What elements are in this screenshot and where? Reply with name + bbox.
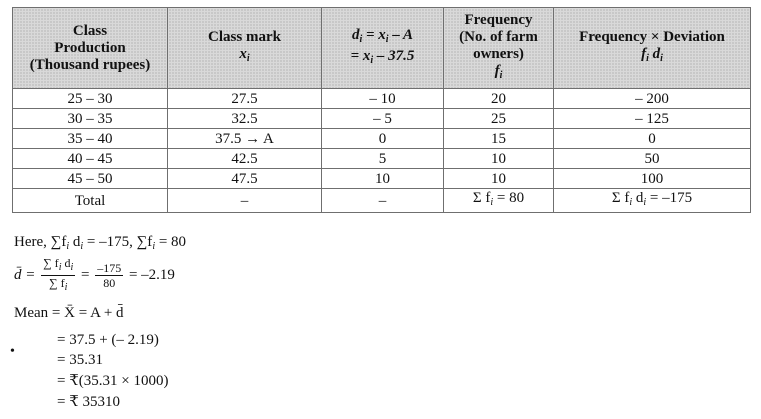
calc-step-3: = ₹(35.31 × 1000) [57,373,169,389]
total-label: Total [13,189,168,213]
header-frequency: Frequency (No. of farm owners) $f_i$ [444,8,554,89]
value-fraction [95,261,123,290]
header-frequency-deviation: Frequency × Deviation $f_i$ $d_i$ [554,8,751,89]
dbar-lhs: d̄ = [14,266,36,283]
fraction-denominator: ∑ $f_i$ [49,276,68,293]
header-class-production: Class Production (Thousand rupees) [13,8,168,89]
table-cell: 42.5 [168,149,322,169]
calc-step-4: = ₹ 35310 [57,394,121,410]
table-row [13,149,751,169]
table-total-row [13,189,751,213]
total-cell: – [322,189,444,213]
table-cell: – 10 [322,89,444,109]
table-row [13,109,751,129]
table-cell: – 5 [322,109,444,129]
table-cell: 27.5 [168,89,322,109]
total-cell: – [168,189,322,213]
fraction-numerator: ∑ $f_i$ $d_i$ [41,256,75,276]
table-cell: 10 [444,149,554,169]
header-deviation: $d_i = x_i - A$ = $x_i - 37.5$ [322,8,444,89]
fraction-denominator: 80 [103,276,116,290]
table-cell: 0 [554,129,751,149]
table-cell: 50 [554,149,751,169]
table-cell: 45 – 50 [13,169,168,189]
frequency-table [12,7,751,213]
table-cell: 30 – 35 [13,109,168,129]
table-cell: – 125 [554,109,751,129]
table-row [13,169,751,189]
deviation-fraction [41,256,75,295]
table-cell: 35 – 40 [13,129,168,149]
total-frequency-deviation: Σ $f_i$ $d_i = -175$ [554,189,751,213]
table-row [13,89,751,109]
calc-step-2: = 35.31 [57,352,103,368]
table-cell: 25 [444,109,554,129]
table-cell: 37.5 → A [168,129,322,149]
table-cell: – 200 [554,89,751,109]
given-sums-line: Here, $\sum f_i$ $d_i = -175$, $\sum f_i = 80$ [14,234,187,252]
table-cell: 47.5 [168,169,322,189]
table-cell: 25 – 30 [13,89,168,109]
table-cell: 10 [444,169,554,189]
table-header-row [13,8,751,89]
table-cell: 20 [444,89,554,109]
table-cell: 40 – 45 [13,149,168,169]
calc-step-1: = 37.5 + (– 2.19) [57,332,159,348]
table-row [13,129,751,149]
table-cell: 15 [444,129,554,149]
table-cell: 0 [322,129,444,149]
fraction-numerator: –175 [97,261,122,275]
table-cell: 10 [322,169,444,189]
table-cell: 5 [322,149,444,169]
table-cell: 32.5 [168,109,322,129]
mean-deviation-formula: d̄ = $\frac{\sum f_i d_i}{\sum f_i}$ = $\frac{-175}{80}$ = –2.19 [14,256,175,293]
mean-line [14,304,124,322]
stray-mark: • [10,344,15,359]
header-class-mark: Class mark $x_i$ [168,8,322,89]
mean-label: Mean = [14,305,61,321]
table-cell: 100 [554,169,751,189]
mean-formula: X̄ = A + d̄ [64,305,124,321]
dbar-result: = –2.19 [128,266,175,283]
total-frequency: Σ $f_i = 80$ [444,189,554,213]
